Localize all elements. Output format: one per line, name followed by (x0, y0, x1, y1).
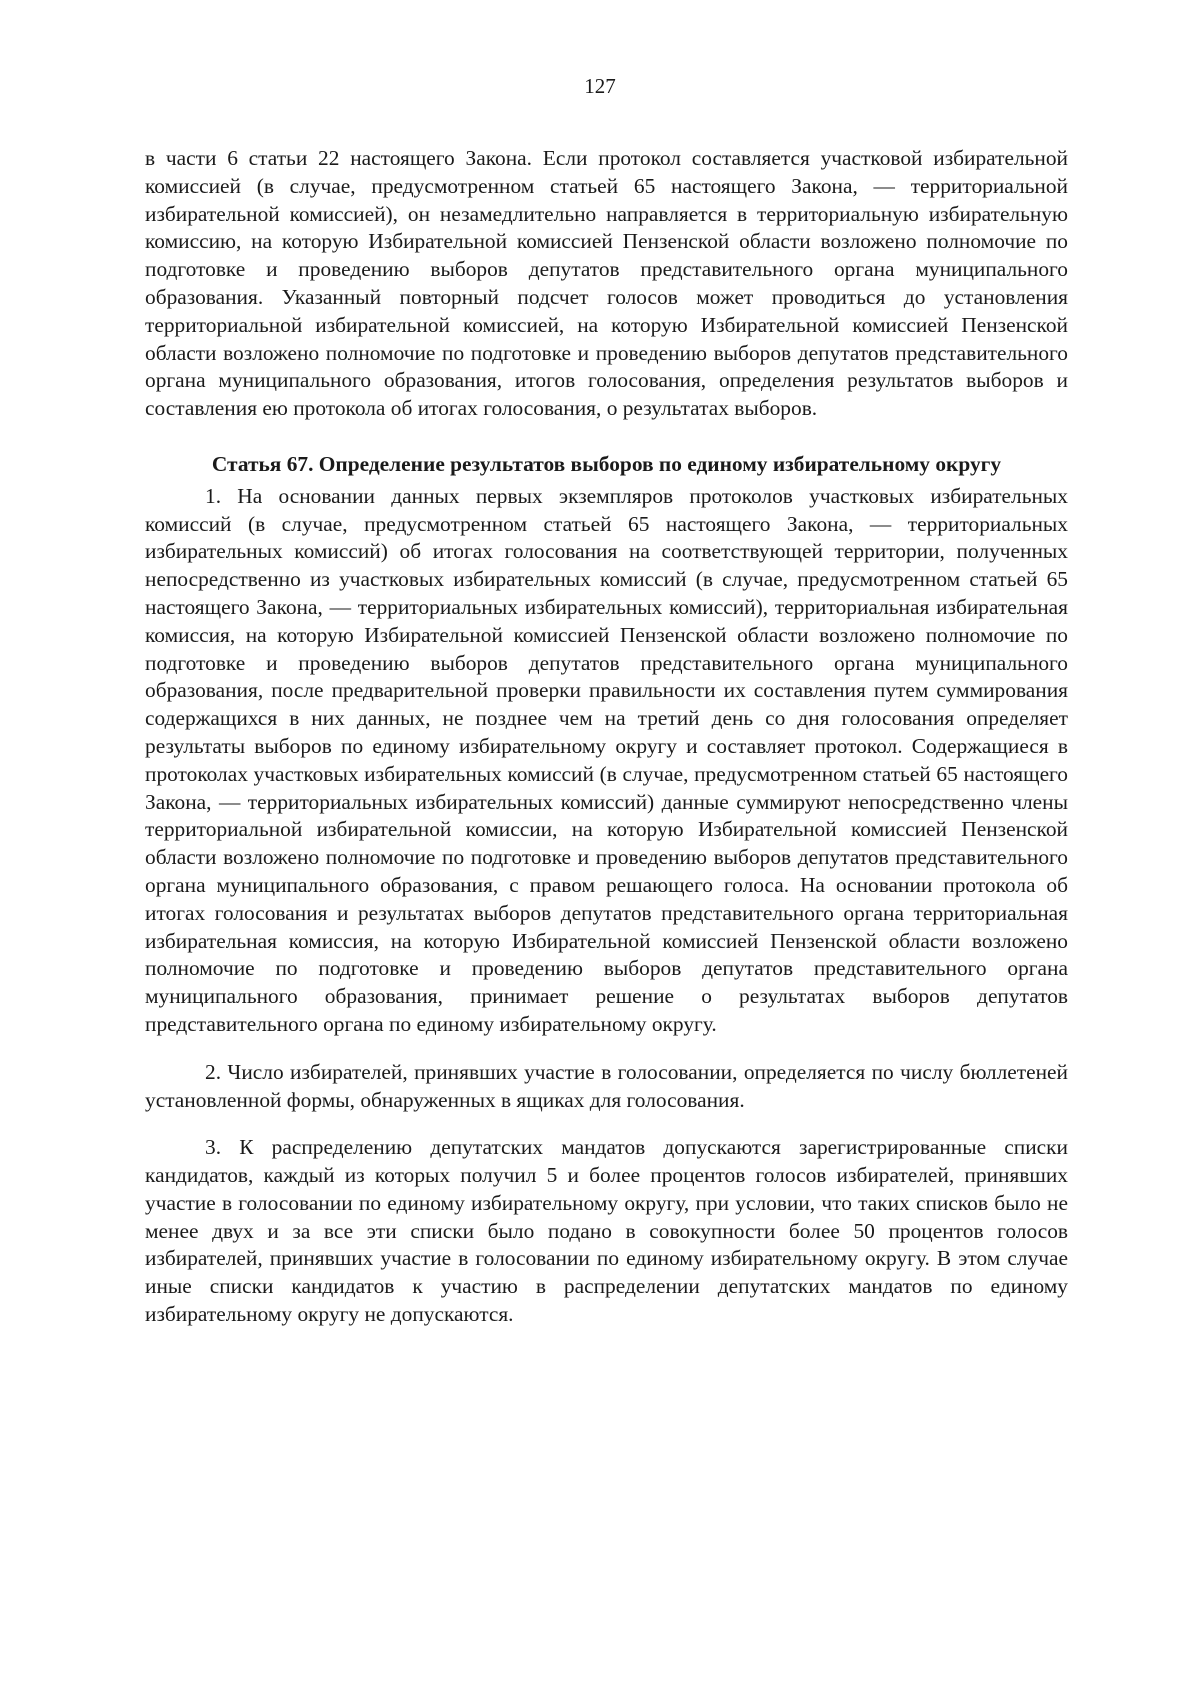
article-paragraph-3: 3. К распределению депутатских мандатов допускаются зарегистрированные списки кандидатов, каждый из которых получил 5 и более процентов голосов избирателей, принявших участие в голосовании по единому избирательному округу, при условии, что таких списков было не менее двух и за все эти списки было подано в совокупности более 50 процентов голосов избирателей, принявших участие в голосовании по единому избирательному округу. В этом случае иные списки кандидатов к участию в распределении депутатских мандатов по единому избирательному округу не допускаются. (145, 1135, 1068, 1327)
page-number: 127 (584, 74, 616, 98)
continuation-paragraph: в части 6 статьи 22 настоящего Закона. Если протокол составляется участковой избирательной комиссией (в случае, предусмотренном статьей 65 настоящего Закона, — территориальной избирательной комиссией), он незамедлительно направляется в территориальную избирательную комиссию, на которую Избирательной комиссией Пензенской области возложено полномочие по подготовке и проведению выборов депутатов представительного органа муниципального образования. Указанный повторный подсчет голосов может проводиться до установления территориальной избирательной комиссией, на которую Избирательной комиссией Пензенской области возложено полномочие по подготовке и проведению выборов депутатов представительного органа муниципального образования, итогов голосования, определения результатов выборов и составления ею протокола об итогах голосования, о результатах выборов. (145, 146, 1068, 421)
document-body (145, 145, 1068, 1329)
article-title: Статья 67. Определение результатов выборов по единому избирательному округу (211, 451, 1002, 476)
article-paragraph-1: 1. На основании данных первых экземпляров протоколов участковых избирательных комиссий (в случае, предусмотренном статьей 65 настоящего Закона, — территориальных избирательных комиссий) об итогах голосования на соответствующей территории, полученных непосредственно из участковых избирательных комиссий (в случае, предусмотренном статьей 65 настоящего Закона, — территориальных избирательных комиссий), территориальная избирательная комиссия, на которую Избирательной комиссией Пензенской области возложено полномочие по подготовке и проведению выборов депутатов представительного органа муниципального образования, после предварительной проверки правильности их составления путем суммирования содержащихся в них данных, не позднее чем на третий день со дня голосования определяет результаты выборов по единому избирательному округу и составляет протокол. Содержащиеся в протоколах участковых избирательных комиссий (в случае, предусмотренном статьей 65 настоящего Закона, — территориальных избирательных комиссий) данные суммируют непосредственно члены территориальной избирательной комиссии, на которую Избирательной комиссией Пензенской области возложено полномочие по подготовке и проведению выборов депутатов представительного органа муниципального образования, с правом решающего голоса. На основании протокола об итогах голосования и результатах выборов депутатов представительного органа территориальная избирательная комиссия, на которую Избирательной комиссией Пензенской области возложено полномочие по подготовке и проведению выборов депутатов представительного органа муниципального образования, принимает решение о результатах выборов депутатов представительного органа по единому избирательному округу. (145, 483, 1068, 1036)
article-paragraph-2: 2. Число избирателей, принявших участие в голосовании, определяется по числу бюллетеней установленной формы, обнаруженных в ящиках для голосования. (145, 1059, 1068, 1112)
